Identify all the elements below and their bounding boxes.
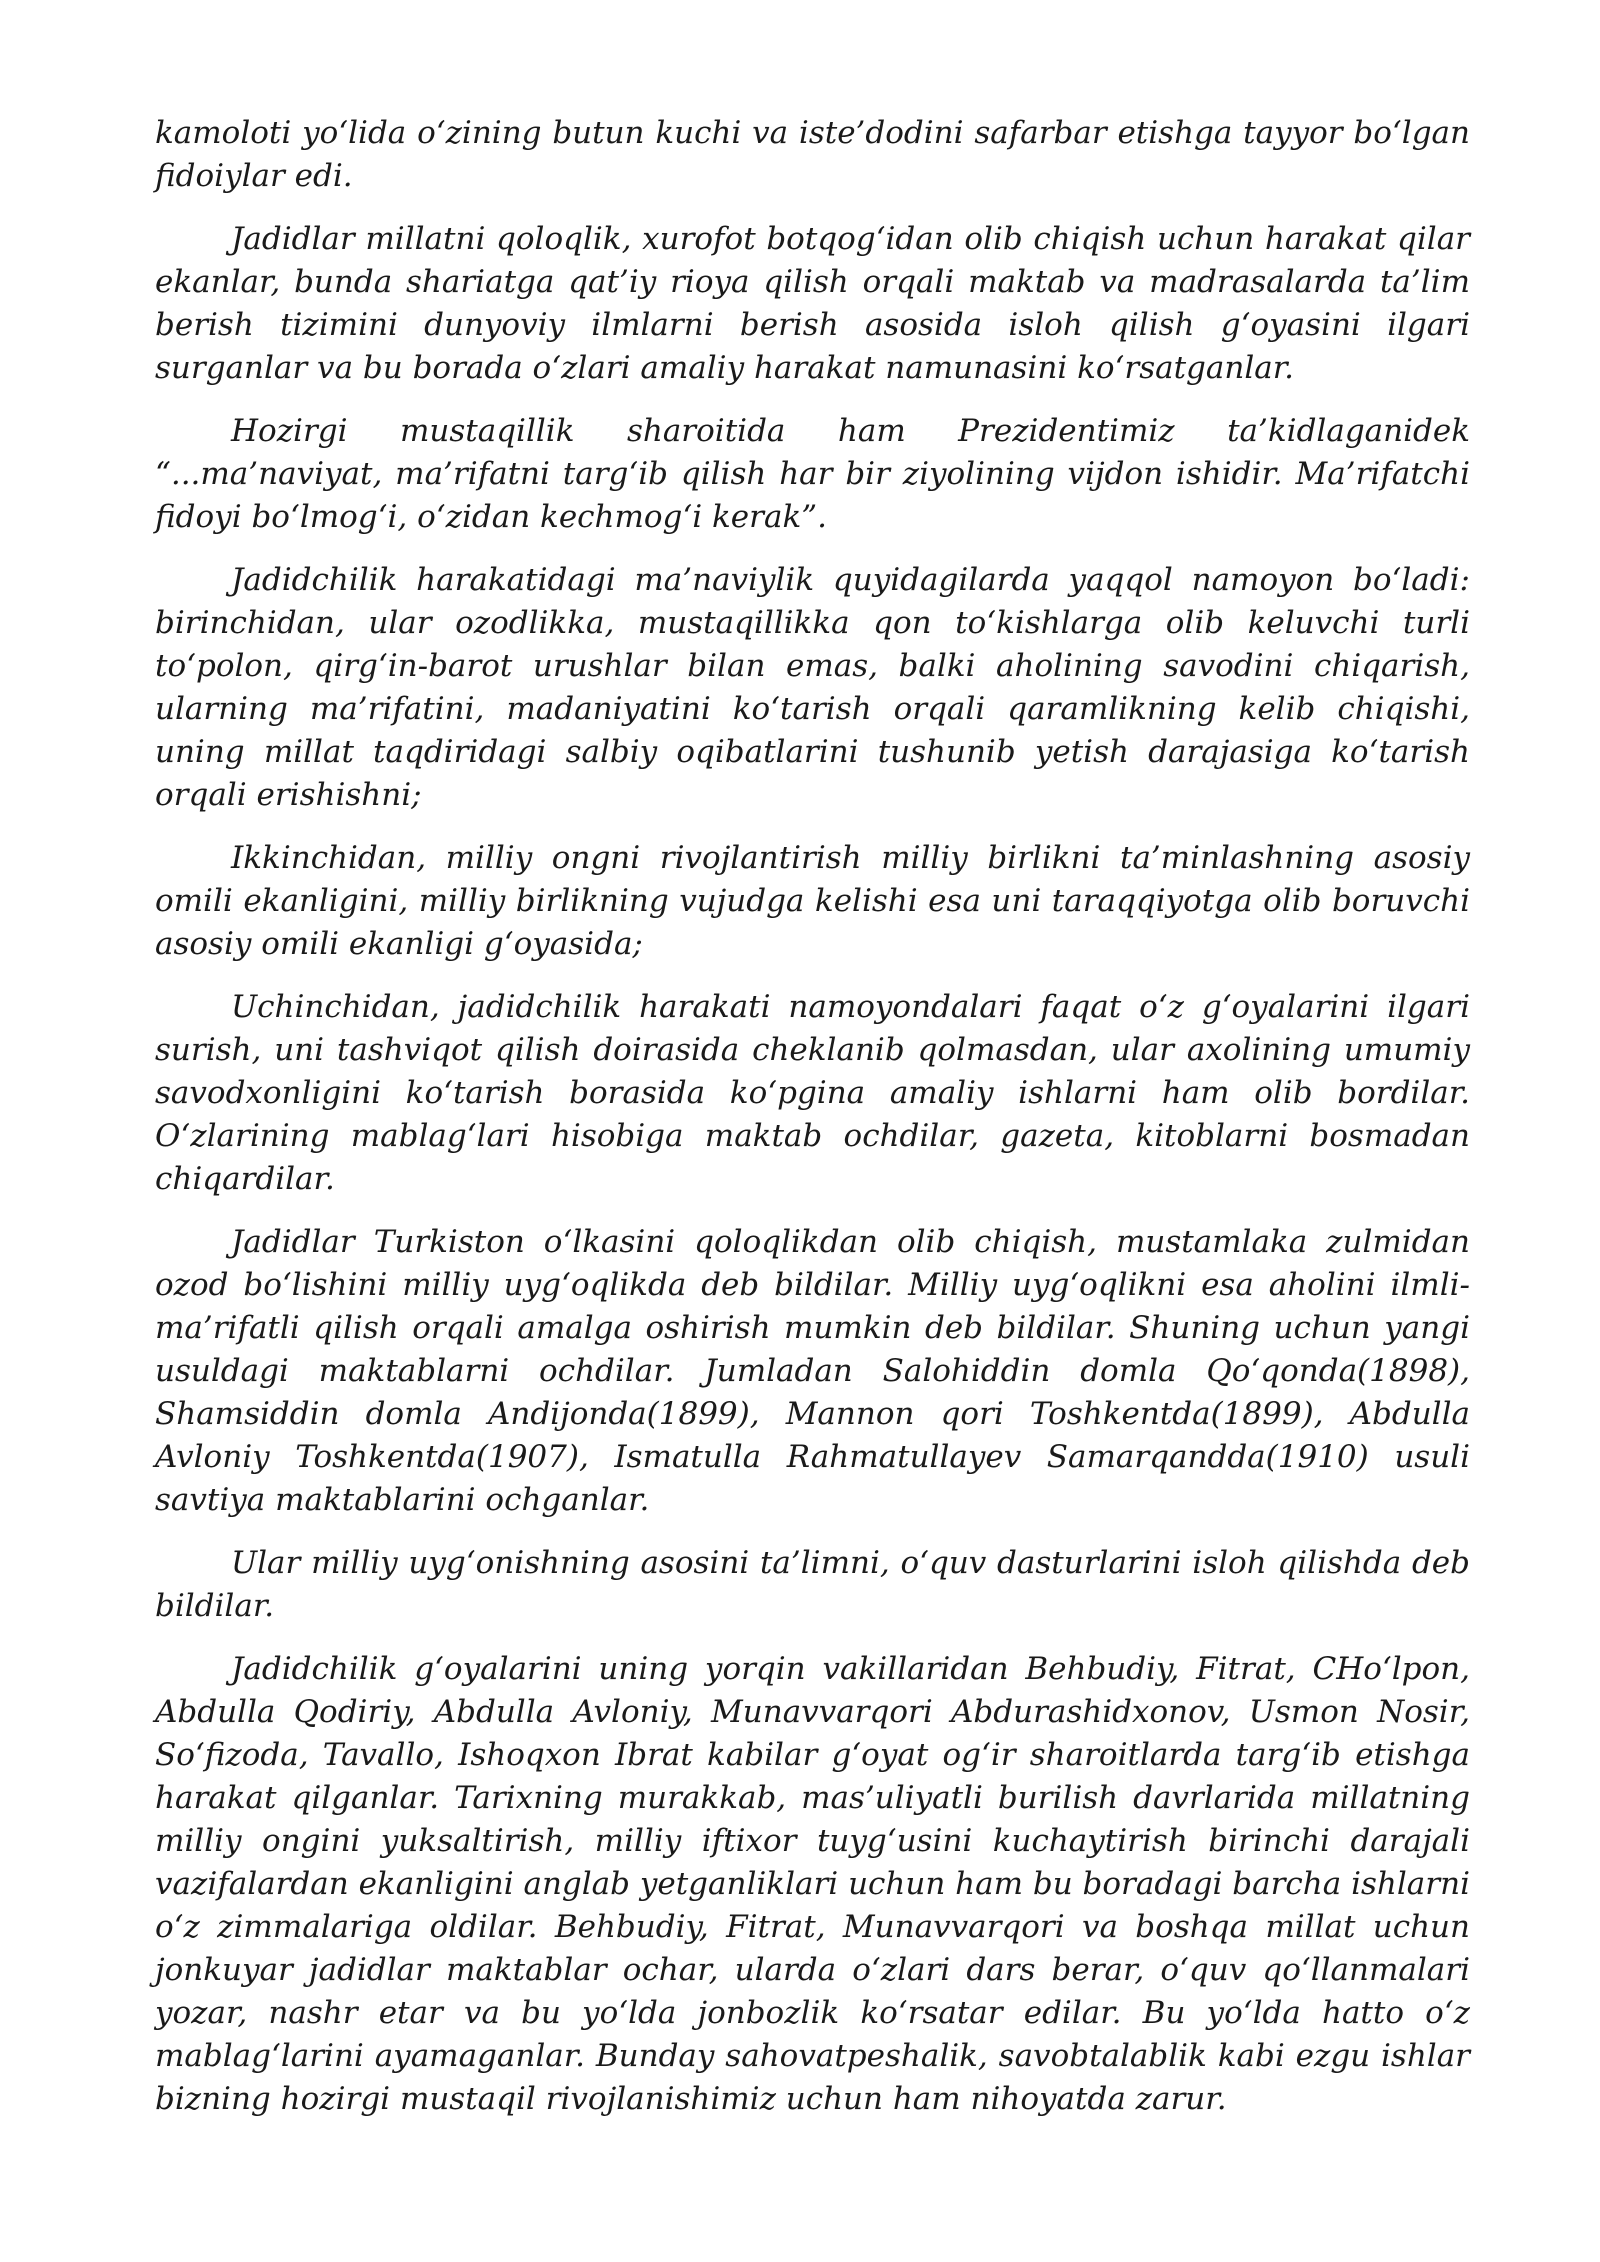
paragraph-jadid-representatives: Jadidchilik g‘oyalarini uning yorqin vakillaridan Behbudiy, Fitrat, CHo‘lpon, Abdulla Qodiriy, Abdulla Avloniy, Munavvarqori Abdurashidxonov, Usmon Nosir, So‘fizoda, Tavallo, Ishoqxon Ibrat kabilar g‘oyat og‘ir sharoitlarda targ‘ib etishga harakat qilganlar. Tarixning murakkab, mas’uliyatli burilish davrlarida millatning milliy ongini yuksaltirish, milliy iftixor tuyg‘usini kuchaytirish birinchi darajali vazifalardan ekanligini anglab yetganliklari uchun ham bu boradagi barcha ishlarni o‘z zimmalariga oldilar. Behbudiy, Fitrat, Munavvarqori va boshqa millat uchun jonkuyar jadidlar maktablar ochar, ularda o‘zlari dars berar, o‘quv qo‘llanmalari yozar, nashr etar va bu yo‘lda jonbozlik ko‘rsatar edilar. Bu yo‘lda hatto o‘z mablag‘larini ayamaganlar. Bunday sahovatpeshalik, savobtalablik kabi ezgu ishlar bizning hozirgi mustaqil rivojlanishimiz uchun ham nihoyatda zarur. xyxy=(155,1651,1470,2117)
paragraph-first-point: Jadidchilik harakatidagi ma’naviylik quyidagilarda yaqqol namoyon bo‘ladi: birinchidan, ular ozodlikka, mustaqillikka qon to‘kishlarga olib keluvchi turli to‘polon, qirg‘in-barot urushlar bilan emas, balki aholining savodini chiqarish, ularning ma’rifatini, madaniyatini ko‘tarish orqali qaramlikning kelib chiqishi, uning millat taqdiridagi salbiy oqibatlarini tushunib yetish darajasiga ko‘tarish orqali erishishni; xyxy=(155,562,1470,813)
paragraph-jadidlar-reform: Jadidlar millatni qoloqlik, xurofot botqog‘idan olib chiqish uchun harakat qilar ekanlar, bunda shariatga qat’iy rioya qilish orqali maktab va madrasalarda ta’lim berish tizimini dunyoviy ilmlarni berish asosida isloh qilish g‘oyasini ilgari surganlar va bu borada o‘zlari amaliy harakat namunasini ko‘rsatganlar. xyxy=(155,221,1470,386)
paragraph-president-quote: Hozirgi mustaqillik sharoitida ham Prezidentimiz ta’kidlaganidek “...ma’naviyat, ma’rifatni targ‘ib qilish har bir ziyolining vijdon ishidir. Ma’rifatchi fidoyi bo‘lmog‘i, o‘zidan kechmog‘i kerak”. xyxy=(155,413,1470,535)
paragraph-second-point: Ikkinchidan, milliy ongni rivojlantirish milliy birlikni ta’minlashning asosiy omili ekanligini, milliy birlikning vujudga kelishi esa uni taraqqiyotga olib boruvchi asosiy omili ekanligi g‘oyasida; xyxy=(155,840,1470,962)
paragraph-education-reform: Ular milliy uyg‘onishning asosini ta’limni, o‘quv dasturlarini isloh qilishda deb bildilar. xyxy=(155,1545,1470,1624)
document-page xyxy=(155,112,1470,2141)
paragraph-third-point: Uchinchidan, jadidchilik harakati namoyondalari faqat o‘z g‘oyalarini ilgari surish, uni tashviqot qilish doirasida cheklanib qolmasdan, ular axolining umumiy savodxonligini ko‘tarish borasida ko‘pgina amaliy ishlarni ham olib bordilar. O‘zlarining mablag‘lari hisobiga maktab ochdilar, gazeta, kitoblarni bosmadan chiqardilar. xyxy=(155,989,1470,1197)
paragraph-schools-opened: Jadidlar Turkiston o‘lkasini qoloqlikdan olib chiqish, mustamlaka zulmidan ozod bo‘lishini milliy uyg‘oqlikda deb bildilar. Milliy uyg‘oqlikni esa aholini ilmli-ma’rifatli qilish orqali amalga oshirish mumkin deb bildilar. Shuning uchun yangi usuldagi maktablarni ochdilar. Jumladan Salohiddin domla Qo‘qonda(1898), Shamsiddin domla Andijonda(1899), Mannon qori Toshkentda(1899), Abdulla Avloniy Toshkentda(1907), Ismatulla Rahmatullayev Samarqandda(1910) usuli savtiya maktablarini ochganlar. xyxy=(155,1224,1470,1518)
paragraph-continuation: kamoloti yo‘lida o‘zining butun kuchi va iste’dodini safarbar etishga tayyor bo‘lgan fidoiylar edi. xyxy=(155,115,1470,194)
